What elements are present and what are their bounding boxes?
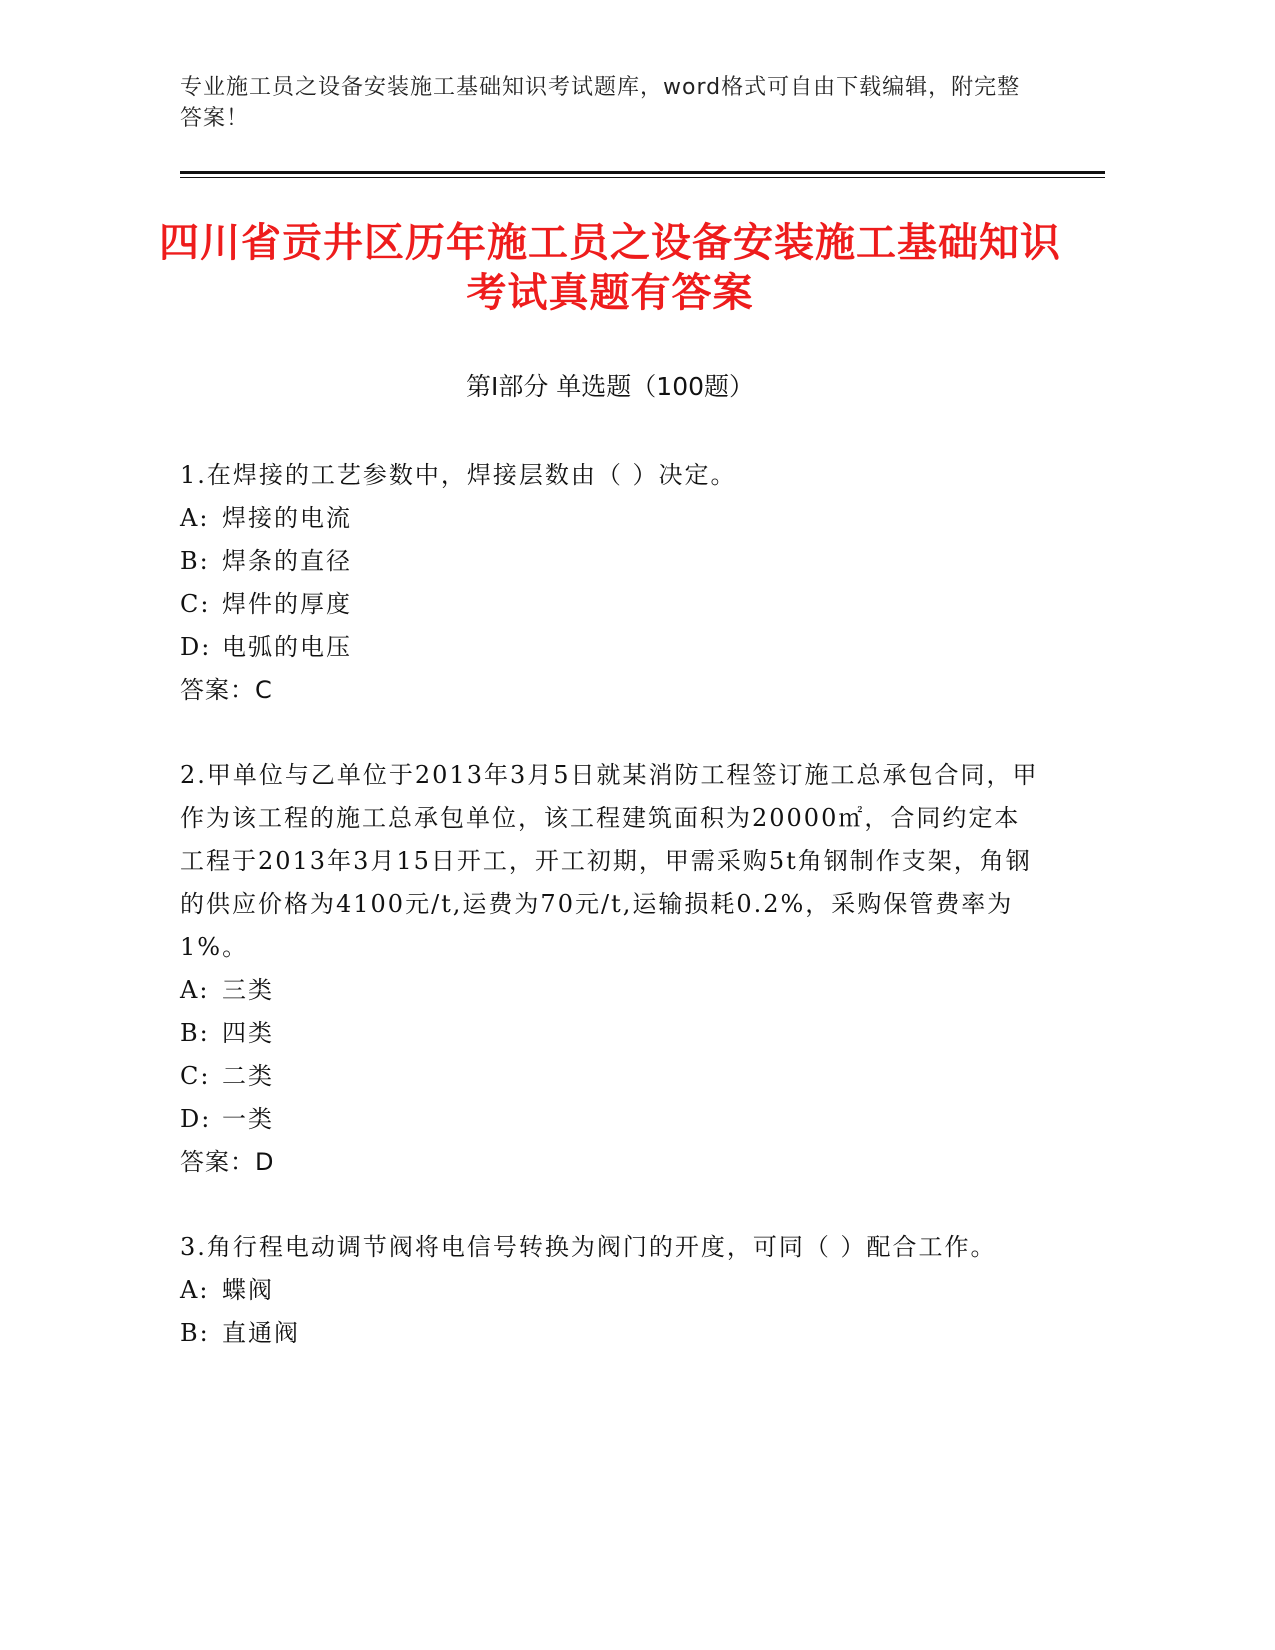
option-d <box>180 1098 1040 1141</box>
option-c <box>180 1055 1040 1098</box>
question-2 <box>180 754 1040 1184</box>
option-key: B: <box>180 1019 210 1047</box>
option-a <box>180 1269 1040 1312</box>
option-key: B: <box>180 547 210 575</box>
option-text: 焊接的电流 <box>222 504 352 532</box>
option-a <box>180 497 1040 540</box>
question-3 <box>180 1226 1040 1355</box>
option-a <box>180 969 1040 1012</box>
option-text: 焊件的厚度 <box>222 590 352 618</box>
question-list <box>180 454 1040 1397</box>
option-key: B: <box>180 1319 210 1347</box>
option-b <box>180 540 1040 583</box>
option-key: A: <box>180 504 210 532</box>
option-text: 直通阀 <box>222 1319 300 1347</box>
option-b <box>180 1312 1040 1355</box>
question-stem: 2.甲单位与乙单位于2013年3月5日就某消防工程签订施工总承包合同，甲作为该工程的施工总承包单位，该工程建筑面积为20000㎡，合同约定本工程于2013年3月15日开工，开工初期，甲需采购5t角钢制作支架，角钢的供应价格为4100元/t,运费为70元/t,运输损耗0.2%，采购保管费率为1%。 <box>180 761 1039 961</box>
option-b <box>180 1012 1040 1055</box>
question-1 <box>180 454 1040 712</box>
option-key: C: <box>180 590 211 618</box>
option-text: 一类 <box>222 1105 274 1133</box>
question-stem: 1.在焊接的工艺参数中，焊接层数由（ ）决定。 <box>180 461 737 489</box>
document-title: 四川省贡井区历年施工员之设备安装施工基础知识考试真题有答案 <box>159 220 1061 316</box>
option-d <box>180 626 1040 669</box>
option-text: 二类 <box>222 1062 274 1090</box>
option-text: 焊条的直径 <box>222 547 352 575</box>
answer-line: 答案：D <box>180 1148 275 1176</box>
option-text: 蝶阀 <box>222 1276 274 1304</box>
option-key: D: <box>180 633 212 661</box>
option-c <box>180 583 1040 626</box>
option-text: 电弧的电压 <box>222 633 352 661</box>
option-key: A: <box>180 1276 210 1304</box>
option-text: 三类 <box>222 976 274 1004</box>
header-divider-thick <box>180 171 1105 174</box>
option-text: 四类 <box>222 1019 274 1047</box>
question-stem: 3.角行程电动调节阀将电信号转换为阀门的开度，可同（ ）配合工作。 <box>180 1233 997 1261</box>
option-key: D: <box>180 1105 212 1133</box>
section-heading: 第Ⅰ部分 单选题（100题） <box>465 372 755 401</box>
option-key: C: <box>180 1062 211 1090</box>
header-note: 专业施工员之设备安装施工基础知识考试题库，word格式可自由下载编辑，附完整答案！ <box>180 75 1021 131</box>
header-divider-thin <box>180 177 1105 178</box>
answer-line: 答案：C <box>180 676 273 704</box>
option-key: A: <box>180 976 210 1004</box>
